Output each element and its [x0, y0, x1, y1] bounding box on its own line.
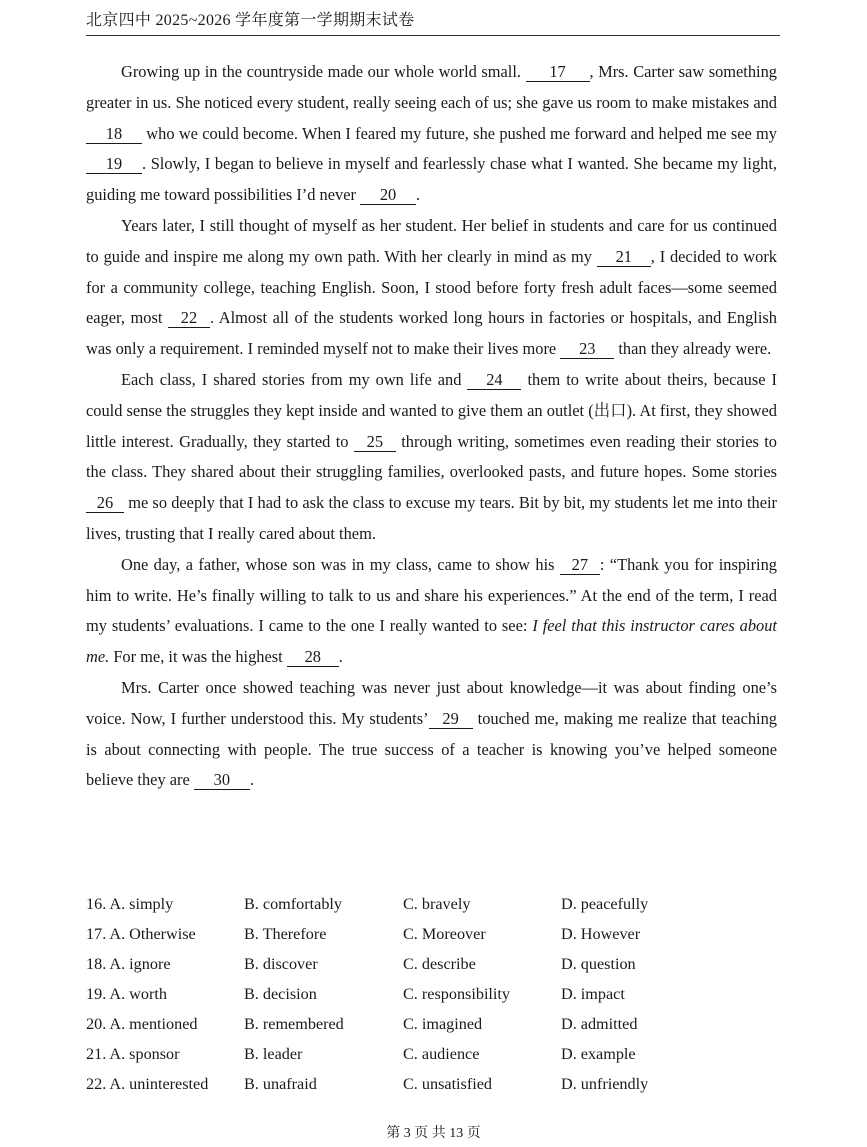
option-d: D. example: [561, 1045, 636, 1063]
blank-26: 26: [86, 494, 124, 513]
option-a: 17. A. Otherwise: [86, 925, 196, 943]
blank-28: 28: [287, 648, 339, 667]
blank-20: 20: [360, 186, 416, 205]
blank-18: 18: [86, 125, 142, 144]
blank-27: 27: [560, 556, 600, 575]
blank-23: 23: [560, 340, 614, 359]
cloze-passage: [86, 57, 777, 796]
paragraph-2: Years later, I still thought of myself as her student. Her belief in students and care for us continued to guide and inspire me along my own path. With her clearly in mind as my 21 , I decided to work for a community college, teaching English. Soon, I stood before forty fresh adult faces—some seemed eager, most 22 . Almost all of the students worked long hours in factories or hospitals, and English was only a requirement. I reminded myself not to make their lives more 23 than they already were.: [86, 215, 777, 359]
paragraph-4: One day, a father, whose son was in my class, came to show his 27 : “Thank you for inspiring him to write. He’s finally willing to talk to us and share his experiences.” At the end of the term, I read my students’ evaluations. I came to the one I really wanted to see: I feel that this instructor cares about me. For me, it was the highest 28 .: [86, 554, 778, 667]
option-b: B. remembered: [244, 1015, 344, 1033]
option-c: C. bravely: [403, 895, 471, 913]
paragraph-1: Growing up in the countryside made our whole world small. 17 , Mrs. Carter saw something greater in us. She noticed every student, really seeing each of us; she gave us room to make mistakes and 18 who we could become. When I feared my future, she pushed me forward and helped me see my 19 . Slowly, I began to believe in myself and fearlessly chase what I wanted. She became my light, guiding me toward possibilities I’d never 20 .: [86, 62, 777, 205]
option-row: [86, 1039, 711, 1069]
option-b: B. unafraid: [244, 1075, 317, 1093]
option-d: D. peacefully: [561, 895, 649, 913]
paragraph-5: Mrs. Carter once showed teaching was never just about knowledge—it was about finding one’s voice. Now, I further understood this. My students’ 29 touched me, making me realize that teaching is about connecting with people. The true success of a teacher is knowing you’ve helped someone believe they are 30 .: [86, 677, 777, 790]
option-d: D. unfriendly: [561, 1075, 649, 1093]
option-a: 20. A. mentioned: [86, 1015, 198, 1033]
option-c: C. audience: [403, 1045, 480, 1063]
blank-22: 22: [168, 309, 210, 328]
option-c: C. imagined: [403, 1015, 483, 1033]
paragraph-3: Each class, I shared stories from my own life and 24 them to write about theirs, because I could sense the struggles they kept inside and wanted to give them an outlet (出口). At first, they showed little interest. Gradually, they started to 25 through writing, sometimes even reading their stories to the class. They shared about their struggling families, overlooked pasts, and future hopes. Some stories 26 me so deeply that I had to ask the class to excuse my tears. Bit by bit, my students let me into their lives, trusting that I really cared about them.: [86, 369, 777, 543]
option-c: C. unsatisfied: [403, 1075, 493, 1093]
blank-25: 25: [354, 433, 396, 452]
page-footer: 第 3 页 共 13 页: [386, 1126, 481, 1141]
option-b: B. Therefore: [244, 925, 327, 943]
option-c: C. Moreover: [403, 925, 486, 943]
answer-options: [86, 889, 711, 1099]
blank-24: 24: [467, 371, 521, 390]
option-a: 21. A. sponsor: [86, 1045, 180, 1063]
option-a: 18. A. ignore: [86, 955, 171, 973]
blank-21: 21: [597, 248, 651, 267]
option-row: [86, 1009, 711, 1039]
option-d: D. However: [561, 925, 641, 943]
option-a: 19. A. worth: [86, 985, 167, 1003]
italic-quote: I feel that this instructor cares about me.: [86, 616, 777, 667]
page-header: 北京四中 2025~2026 学年度第一学期期末试卷: [86, 10, 780, 36]
option-row: [86, 979, 711, 1009]
option-a: 22. A. uninterested: [86, 1075, 209, 1093]
option-b: B. comfortably: [244, 895, 343, 913]
option-b: B. decision: [244, 985, 317, 1003]
blank-19: 19: [86, 155, 142, 174]
blank-29: 29: [429, 710, 473, 729]
option-c: C. describe: [403, 955, 476, 973]
option-a: 16. A. simply: [86, 895, 174, 913]
option-d: D. question: [561, 955, 636, 973]
option-row: [86, 1069, 711, 1099]
option-row: [86, 949, 711, 979]
option-b: B. discover: [244, 955, 318, 973]
blank-30: 30: [194, 771, 250, 790]
option-d: D. admitted: [561, 1015, 638, 1033]
option-row: [86, 889, 711, 919]
option-b: B. leader: [244, 1045, 303, 1063]
option-d: D. impact: [561, 985, 625, 1003]
option-row: [86, 919, 711, 949]
option-c: C. responsibility: [403, 985, 511, 1003]
blank-17: 17: [526, 63, 590, 82]
